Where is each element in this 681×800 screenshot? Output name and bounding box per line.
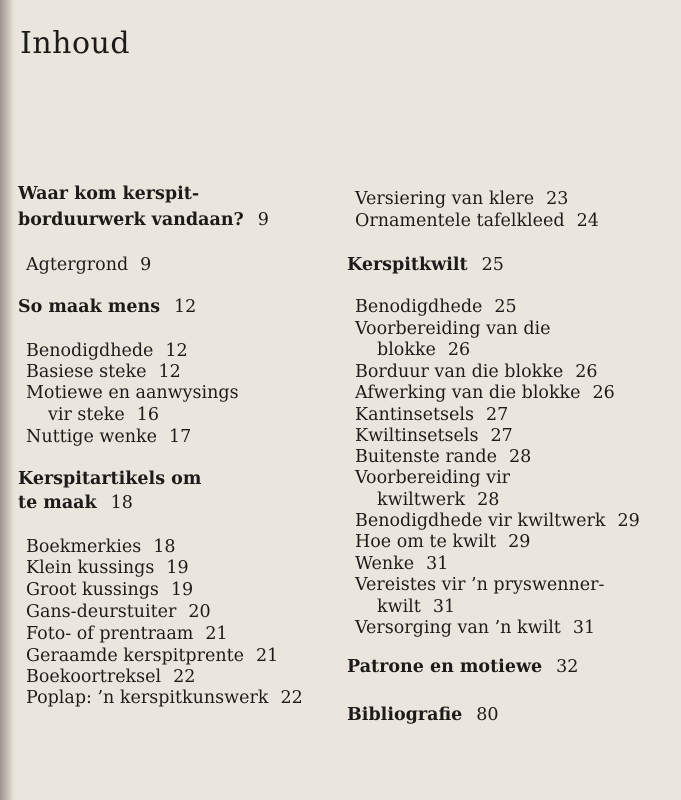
toc-entry-title: blokke (377, 340, 436, 360)
toc-entry (355, 446, 531, 468)
toc-page-number: 19 (170, 580, 194, 600)
toc-page-number: 31 (432, 597, 456, 617)
toc-entry-title: Voorbereiding van die (355, 319, 551, 339)
toc-entry-title: vir steke (48, 405, 125, 425)
toc-entry-title: Basiese steke (26, 362, 147, 382)
toc-page-number: 24 (576, 211, 599, 231)
toc-entry-title: kwiltwerk (377, 490, 466, 510)
book-spine-shadow (0, 0, 14, 800)
toc-page-number: 31 (426, 554, 449, 574)
toc-entry-title: Poplap: ’n kerspitkunswerk (26, 688, 269, 708)
toc-page-number: 27 (490, 426, 513, 446)
toc-entry-title: borduurwerk vandaan? (18, 210, 244, 230)
toc-entry-title: Buitenste rande (355, 447, 497, 467)
toc-entry-title: Gans-deurstuiter (26, 602, 177, 622)
toc-entry (377, 596, 455, 618)
toc-entry (355, 467, 510, 489)
toc-entry (377, 339, 470, 361)
toc-entry (26, 426, 191, 448)
toc-entry (355, 361, 598, 383)
toc-section-heading (18, 468, 201, 490)
toc-page-number: 12 (158, 362, 181, 382)
toc-page-number: 23 (546, 189, 569, 209)
toc-entry-title: Kantinsetsels (355, 405, 474, 425)
toc-entry (26, 382, 239, 404)
toc-entry-title: Kwiltinsetsels (355, 426, 479, 446)
toc-entry-title: Benodigdhede vir kwiltwerk (355, 511, 606, 531)
toc-entry-title: Bibliografie (347, 705, 463, 725)
toc-page-number: 21 (256, 646, 279, 666)
toc-section-heading (18, 492, 133, 514)
toc-entry (355, 296, 517, 318)
toc-page-number: 26 (575, 362, 598, 382)
toc-entry (26, 340, 188, 362)
toc-page-number: 22 (280, 688, 303, 708)
toc-entry (355, 510, 640, 532)
toc-page-number: 80 (476, 705, 499, 725)
toc-entry (48, 404, 159, 426)
toc-entry (355, 404, 508, 426)
toc-entry-title: kwilt (377, 597, 421, 617)
toc-entry-title: Benodigdhede (26, 341, 154, 361)
toc-entry-title: Boekoortreksel (26, 667, 162, 687)
toc-entry (26, 536, 176, 558)
toc-entry-title: Hoe om te kwilt (355, 532, 497, 552)
toc-entry (355, 531, 530, 553)
toc-entry-title: Benodigdhede (355, 297, 483, 317)
toc-page-number: 16 (136, 405, 160, 425)
toc-page-number: 29 (617, 511, 640, 531)
page-title: Inhoud (20, 26, 131, 61)
toc-entry-title: So maak mens (18, 297, 161, 317)
toc-entry (355, 617, 595, 639)
toc-entry-title: Borduur van die blokke (355, 362, 564, 382)
toc-section-heading (347, 656, 578, 678)
toc-page-number: 20 (188, 602, 211, 622)
toc-page-number: 9 (257, 210, 269, 230)
toc-entry-title: Foto- of prentraam (26, 624, 194, 644)
toc-entry-title: Kerspitartikels om (18, 469, 202, 489)
toc-section-heading (18, 209, 269, 231)
toc-section-heading (347, 254, 504, 276)
toc-entry-title: Vereistes vir ’n pryswenner- (355, 575, 605, 595)
toc-page-number: 25 (494, 297, 517, 317)
toc-entry (355, 382, 615, 404)
toc-page-number: 26 (447, 340, 471, 360)
toc-page-number: 28 (477, 490, 500, 510)
toc-page-number: 17 (168, 427, 192, 447)
toc-entry-title: Versiering van klere (355, 189, 535, 209)
toc-page-number: 28 (508, 447, 532, 467)
toc-entry-title: Afwerking van die blokke (355, 383, 581, 403)
toc-entry-title: Geraamde kerspitprente (26, 646, 245, 666)
toc-section-heading (347, 704, 499, 726)
toc-entry-title: Ornamentele tafelkleed (355, 211, 565, 231)
toc-entry (355, 210, 599, 232)
toc-entry-title: Klein kussings (26, 558, 155, 578)
toc-entry (26, 666, 195, 688)
toc-page-number: 32 (556, 657, 579, 677)
toc-page-number: 9 (140, 255, 152, 275)
toc-entry-title: Kerspitkwilt (347, 255, 468, 275)
toc-entry (26, 601, 211, 623)
toc-page-number: 21 (205, 624, 228, 644)
toc-entry (377, 489, 499, 511)
toc-entry-title: Motiewe en aanwysings (26, 383, 239, 403)
toc-page-number: 26 (592, 383, 615, 403)
toc-entry (355, 188, 568, 210)
toc-entry-title: Voorbereiding vir (355, 468, 511, 488)
toc-entry-title: te maak (18, 493, 97, 513)
toc-entry (355, 318, 551, 340)
toc-entry (355, 425, 513, 447)
toc-page-number: 18 (153, 537, 176, 557)
toc-entry-title: Versorging van ’n kwilt (355, 618, 561, 638)
toc-entry-title: Patrone en motiewe (347, 657, 543, 677)
toc-page-number: 25 (481, 255, 504, 275)
toc-entry (26, 254, 151, 276)
toc-entry-title: Nuttige wenke (26, 427, 157, 447)
toc-entry (26, 623, 228, 645)
toc-page-number: 22 (173, 667, 196, 687)
toc-entry (26, 645, 278, 667)
toc-section-heading (18, 296, 196, 318)
toc-page-number: 31 (572, 618, 596, 638)
toc-entry-title: Agtergrond (26, 255, 129, 275)
toc-page-number: 27 (485, 405, 509, 425)
toc-entry (26, 557, 189, 579)
toc-entry-title: Groot kussings (26, 580, 159, 600)
toc-entry (26, 579, 193, 601)
toc-entry-title: Waar kom kerspit- (18, 184, 200, 204)
toc-entry-title: Wenke (355, 554, 415, 574)
toc-section-heading (18, 183, 199, 205)
toc-page-number: 12 (174, 297, 197, 317)
toc-entry (355, 574, 604, 596)
toc-entry-title: Boekmerkies (26, 537, 142, 557)
toc-entry (26, 361, 181, 383)
toc-entry (26, 687, 303, 709)
toc-page-number: 29 (508, 532, 531, 552)
toc-page-number: 18 (110, 493, 133, 513)
toc-page-number: 19 (166, 558, 189, 578)
toc-entry (355, 553, 448, 575)
toc-page-number: 12 (165, 341, 188, 361)
